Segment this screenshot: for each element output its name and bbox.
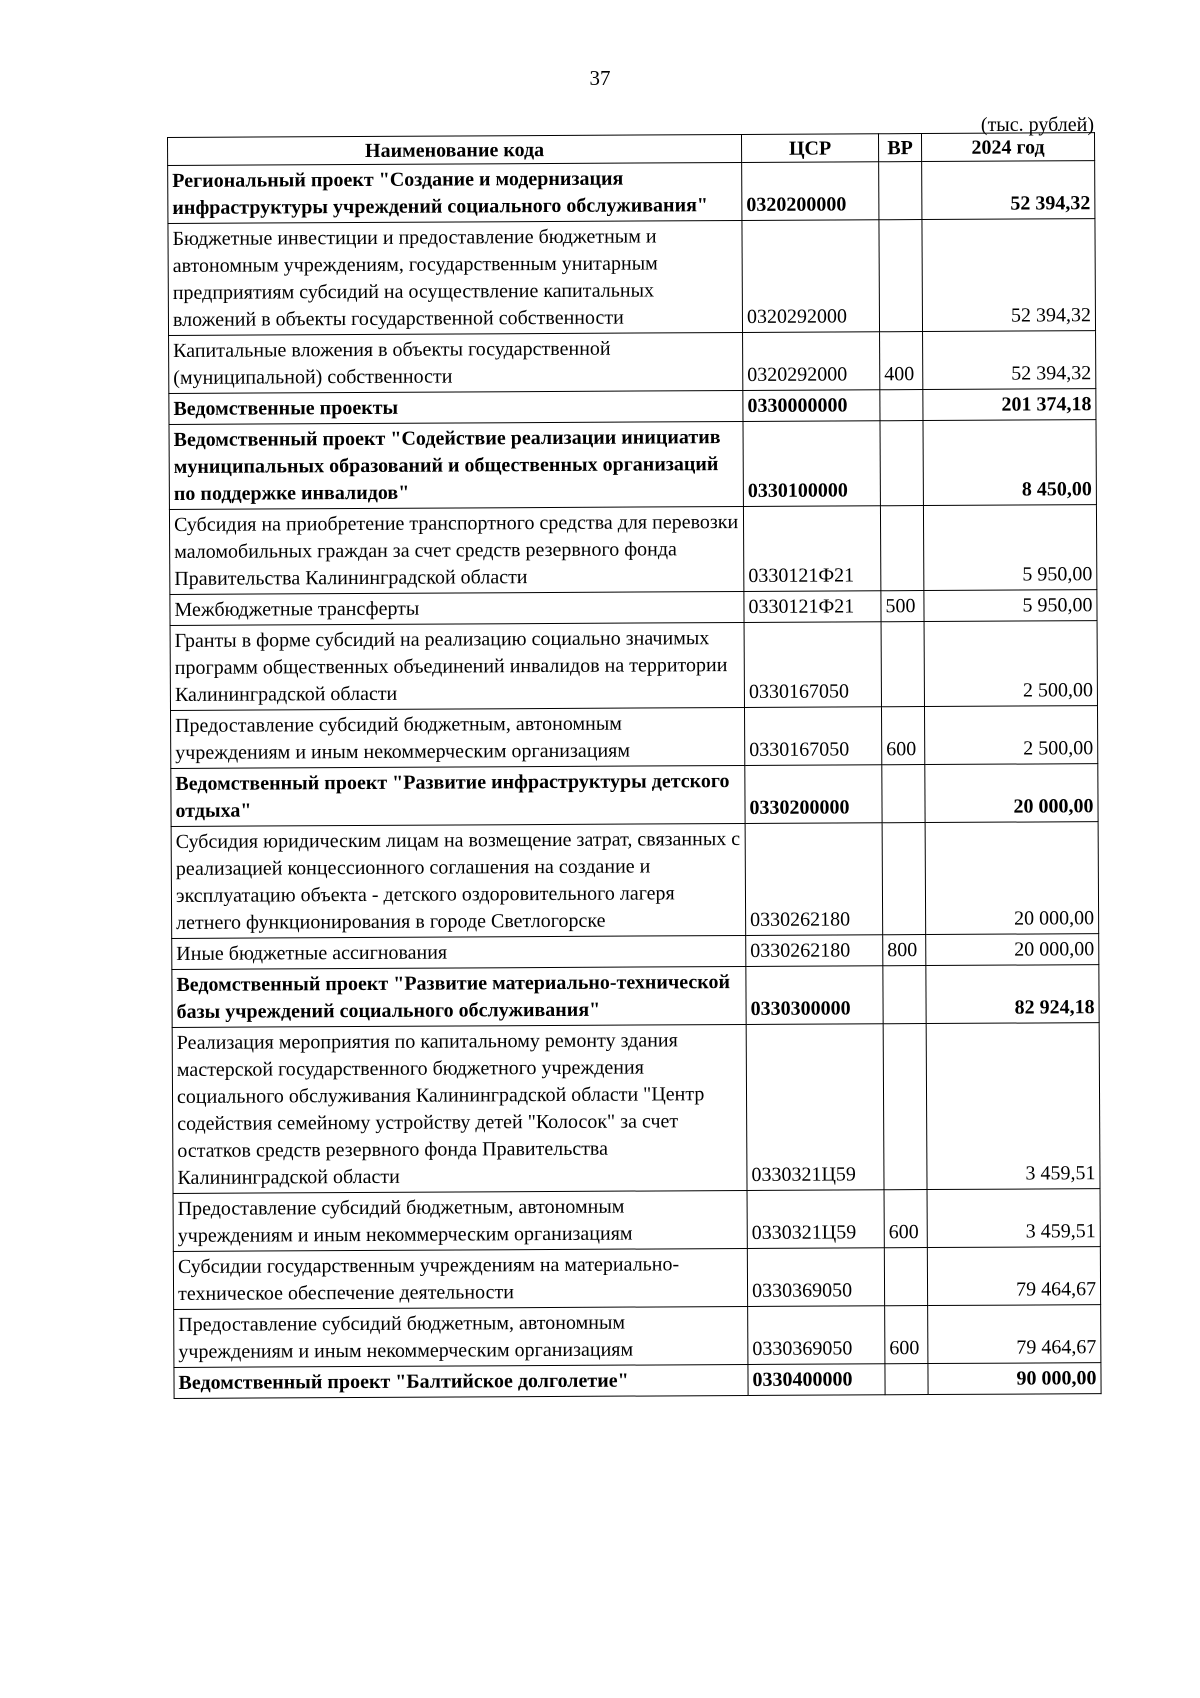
table-row <box>169 389 1096 425</box>
cell-csr: 0330369050 <box>747 1248 884 1307</box>
cell-vr: 400 <box>880 332 923 390</box>
cell-sum: 79 464,67 <box>927 1247 1100 1306</box>
cell-vr <box>885 1364 928 1395</box>
cell-name: Иные бюджетные ассигнования <box>172 935 746 969</box>
table-row <box>168 161 1095 224</box>
header-csr: ЦСР <box>741 134 878 163</box>
cell-name: Предоставление субсидий бюджетным, автономным учреждениям и иным некоммерческим организациям <box>174 1306 748 1367</box>
cell-name: Межбюджетные трансферты <box>170 591 744 625</box>
cell-vr <box>883 1024 927 1190</box>
cell-csr: 0320292000 <box>743 332 880 391</box>
cell-csr: 0330121Ф21 <box>743 506 880 592</box>
table-row <box>169 331 1096 394</box>
cell-sum: 2 500,00 <box>924 621 1097 707</box>
header-vr: ВР <box>878 134 921 162</box>
header-year: 2024 год <box>921 133 1094 162</box>
cell-sum: 201 374,18 <box>923 389 1096 421</box>
cell-csr: 0330400000 <box>748 1364 885 1396</box>
cell-csr: 0330321Ц59 <box>746 1024 884 1191</box>
cell-name: Субсидии государственным учреждениям на материально-техническое обеспечение деятельности <box>173 1248 747 1309</box>
cell-csr: 0330167050 <box>744 707 881 766</box>
cell-vr: 800 <box>883 935 926 966</box>
table-row <box>169 505 1096 595</box>
cell-csr: 0330262180 <box>746 935 883 967</box>
cell-sum: 20 000,00 <box>925 822 1099 935</box>
table-row <box>172 934 1099 970</box>
cell-csr: 0330300000 <box>746 966 883 1025</box>
cell-name: Региональный проект "Создание и модернизация инфраструктуры учреждений социального обслуживания" <box>168 162 742 223</box>
cell-vr <box>881 622 924 707</box>
table-row <box>172 1023 1100 1194</box>
budget-table <box>167 132 1102 1399</box>
cell-vr: 600 <box>881 707 924 765</box>
cell-vr <box>880 421 923 506</box>
table-row <box>173 1247 1100 1310</box>
table-row <box>171 822 1099 939</box>
cell-sum: 79 464,67 <box>928 1305 1101 1364</box>
cell-name: Ведомственные проекты <box>169 390 743 424</box>
cell-csr: 0330121Ф21 <box>744 591 881 623</box>
units-label: (тыс. рублей) <box>980 114 1094 136</box>
cell-vr <box>879 162 922 220</box>
cell-csr: 0330321Ц59 <box>747 1190 884 1249</box>
cell-csr: 0330167050 <box>744 622 881 708</box>
cell-sum: 8 450,00 <box>923 420 1096 506</box>
cell-vr <box>883 966 926 1024</box>
cell-sum: 5 950,00 <box>924 590 1097 622</box>
cell-csr: 0320200000 <box>742 162 879 221</box>
table-row <box>169 420 1096 510</box>
cell-sum: 52 394,32 <box>923 331 1096 390</box>
table-row <box>170 590 1097 626</box>
cell-csr: 0330200000 <box>745 765 882 824</box>
cell-sum: 3 459,51 <box>927 1189 1100 1248</box>
cell-csr: 0330369050 <box>748 1306 885 1365</box>
cell-csr: 0330100000 <box>743 421 880 507</box>
table-row <box>173 1189 1100 1252</box>
cell-sum: 82 924,18 <box>926 965 1099 1024</box>
cell-name: Субсидия на приобретение транспортного средства для перевозки маломобильных граждан за счет средств резервного фонда Правительства Калининградской области <box>169 506 743 594</box>
table-row <box>171 706 1098 769</box>
table-row <box>168 219 1096 336</box>
cell-csr: 0330262180 <box>745 823 883 936</box>
cell-sum: 2 500,00 <box>924 706 1097 765</box>
cell-sum: 5 950,00 <box>923 505 1096 591</box>
cell-vr: 500 <box>881 591 924 622</box>
cell-vr: 600 <box>885 1306 928 1364</box>
header-name: Наименование кода <box>168 134 742 165</box>
cell-vr <box>879 220 923 332</box>
cell-name: Капитальные вложения в объекты государственной (муниципальной) собственности <box>169 332 743 393</box>
table-row <box>172 965 1099 1028</box>
cell-name: Гранты в форме субсидий на реализацию социально значимых программ общественных объединений инвалидов на территории Калининградской области <box>170 622 744 710</box>
cell-name: Предоставление субсидий бюджетным, автономным учреждениям и иным некоммерческим организациям <box>173 1190 747 1251</box>
cell-name: Ведомственный проект "Балтийское долголетие" <box>174 1364 748 1398</box>
table-body <box>168 161 1101 1399</box>
cell-name: Бюджетные инвестиции и предоставление бюджетным и автономным учреждениям, государственным унитарным предприятиям субсидий на осуществление капитальных вложений в объекты государственной собственности <box>168 220 743 335</box>
cell-sum: 52 394,32 <box>922 219 1096 332</box>
cell-sum: 90 000,00 <box>928 1363 1101 1395</box>
cell-vr <box>882 823 926 935</box>
cell-name: Ведомственный проект "Развитие инфраструктуры детского отдыха" <box>171 765 745 826</box>
cell-sum: 20 000,00 <box>925 764 1098 823</box>
table-row <box>171 764 1098 827</box>
cell-name: Ведомственный проект "Содействие реализации инициатив муниципальных образований и общественных организаций по поддержке инвалидов" <box>169 421 743 509</box>
cell-sum: 3 459,51 <box>926 1023 1100 1190</box>
cell-sum: 20 000,00 <box>926 934 1099 966</box>
cell-sum: 52 394,32 <box>922 161 1095 220</box>
table-row <box>174 1363 1101 1399</box>
cell-name: Предоставление субсидий бюджетным, автономным учреждениям и иным некоммерческим организациям <box>171 707 745 768</box>
cell-name: Реализация мероприятия по капитальному ремонту здания мастерской государственного бюджетного учреждения социального обслуживания Калининградской области "Центр содействия семейному устройству детей "Колосок" за счет остатков средств резервного фонда Правительства Калининградской области <box>172 1024 747 1193</box>
cell-vr: 600 <box>884 1190 927 1248</box>
cell-csr: 0320292000 <box>742 220 880 333</box>
page-number: 37 <box>589 66 611 90</box>
table-row <box>170 621 1097 711</box>
cell-vr <box>884 1248 927 1306</box>
cell-vr <box>880 390 923 421</box>
table-row <box>174 1305 1101 1368</box>
cell-name: Субсидия юридическим лицам на возмещение затрат, связанных с реализацией концессионного соглашения на создание и эксплуатацию объекта - детского оздоровительного лагеря летнего функционирования в городе Светлогорске <box>171 823 746 938</box>
cell-name: Ведомственный проект "Развитие материально-технической базы учреждений социального обслуживания" <box>172 966 746 1027</box>
cell-vr <box>880 506 923 591</box>
cell-vr <box>882 765 925 823</box>
cell-csr: 0330000000 <box>743 390 880 422</box>
